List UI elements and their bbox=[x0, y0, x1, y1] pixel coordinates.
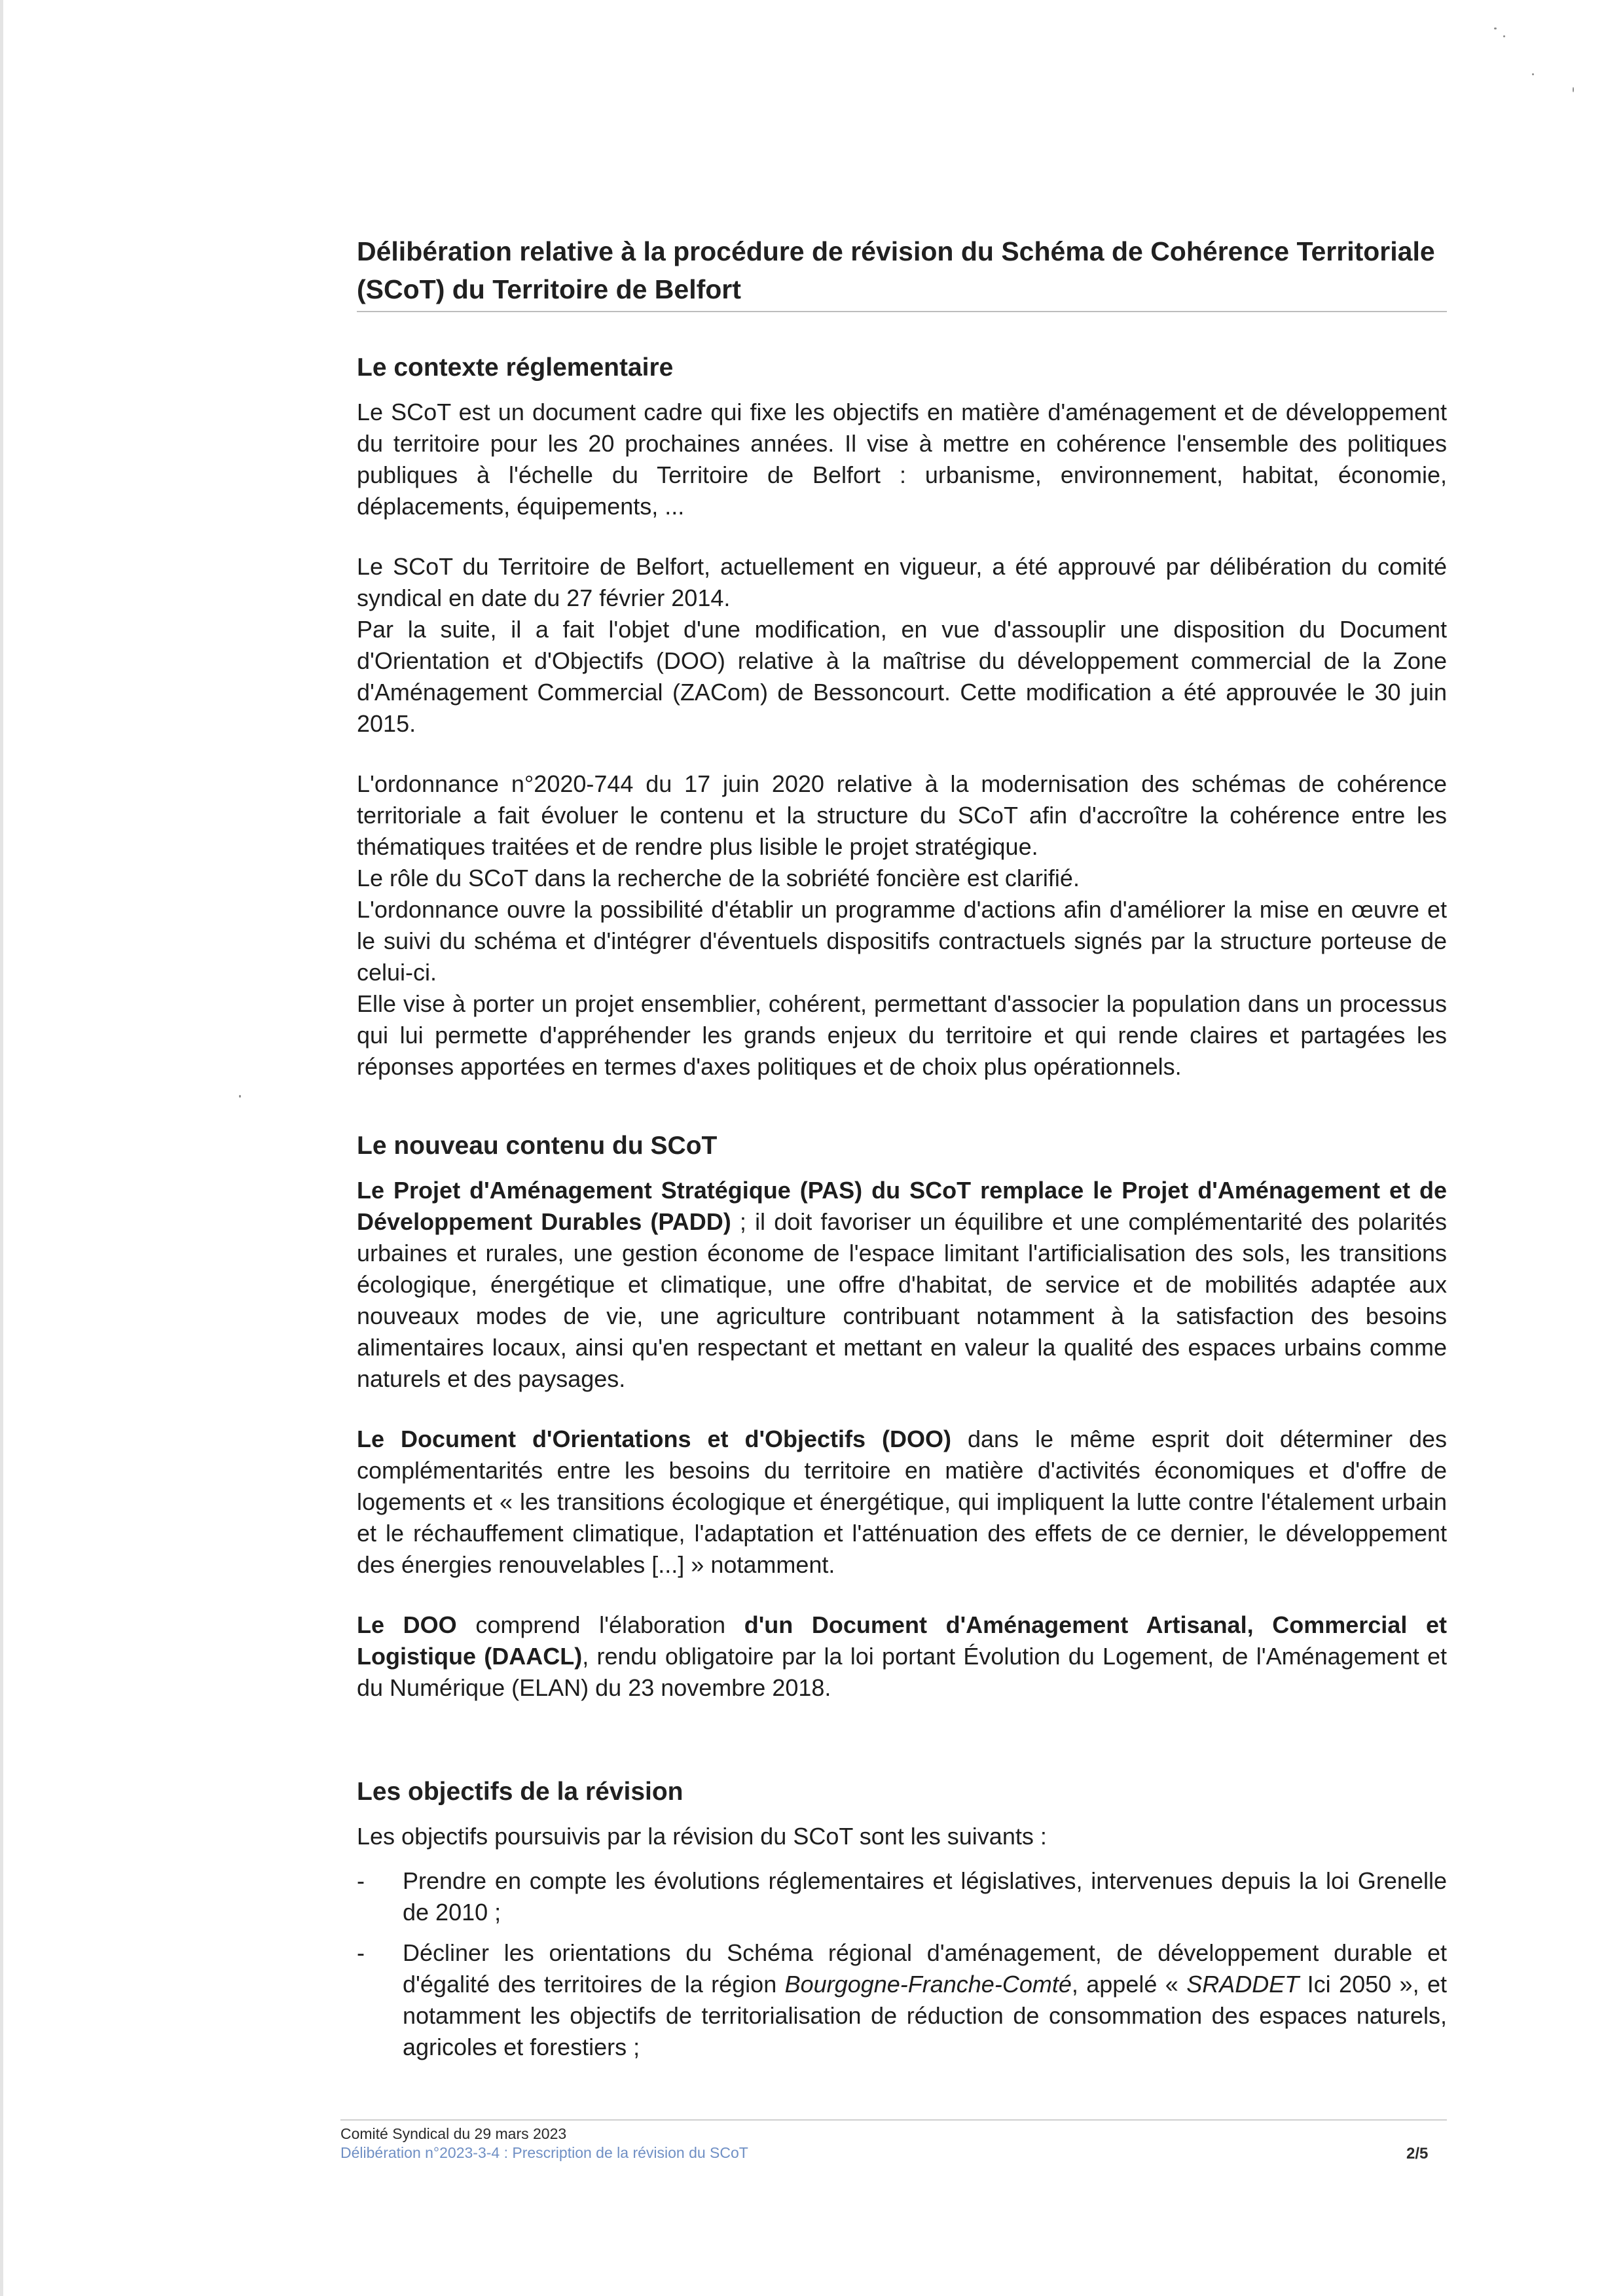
pas-text: ; il doit favoriser un équilibre et une complémentarité des polarités urbaines et rurales, une gestion économe de l'espace limitant l'artificialisation des sols, les transitions écologique, énergétique et climatique, une offre d'habitat, de service et de mobilités adaptée aux nouveaux modes de vie, une agriculture contribuant notamment à la satisfaction des besoins alimentaires locaux, ainsi qu'en respectant et mettant en valeur la qualité des espaces urbains comme naturels et des paysages. bbox=[357, 1208, 1447, 1392]
daacl-highlight-1: Le DOO bbox=[357, 1611, 457, 1638]
footer-committee: Comité Syndical du 29 mars 2023 bbox=[340, 2125, 567, 2142]
paragraph: L'ordonnance ouvre la possibilité d'établir un programme d'actions afin d'améliorer la mise en œuvre et le suivi du schéma et d'intégrer d'éventuels dispositifs contractuels signés par la structure porteuse de celui-ci. bbox=[357, 896, 1447, 986]
doo-text: dans le même esprit doit déterminer des complémentarités entre les besoins du territoire en matière d'activités économiques et d'offre de logements et « les transitions écologique et énergétique, qui impliquent la lutte contre l'étalement urbain et le réchauffement climatique, l'adaptation et l'atténuation des effets de ce dernier, le développement des énergies renouvelables [...] » notamment. bbox=[357, 1426, 1447, 1578]
scan-speck bbox=[1494, 27, 1497, 29]
list-item-text: , appelé « bbox=[1071, 1971, 1187, 1998]
list-item-text: Prendre en compte les évolutions réglementaires et législatives, intervenues depuis la loi Grenelle de 2010 ; bbox=[403, 1867, 1447, 1926]
page-number: 2/5 bbox=[1406, 2145, 1429, 2162]
doo-highlight: Le Document d'Orientations et d'Objectifs (DOO) bbox=[357, 1426, 951, 1452]
section-heading: Le contexte réglementaire bbox=[357, 353, 674, 382]
title-underline bbox=[357, 311, 1447, 312]
paragraph: Le SCoT du Territoire de Belfort, actuellement en vigueur, a été approuvé par délibération du comité syndical en date du 27 février 2014. bbox=[357, 553, 1447, 611]
document-title: Délibération relative à la procédure de révision du Schéma de Cohérence Territoriale (SCoT) du Territoire de Belfort bbox=[357, 236, 1435, 304]
paragraph: Elle vise à porter un projet ensemblier, cohérent, permettant d'associer la population dans un processus qui lui permette d'appréhender les grands enjeux du territoire et qui rende claires et partagées les réponses apportées en termes d'axes politiques et de choix plus opérationnels. bbox=[357, 990, 1447, 1080]
section-regulatory-context bbox=[357, 351, 1447, 1083]
section-revision-objectives bbox=[357, 1775, 1447, 2072]
paragraph: Le SCoT est un document cadre qui fixe les objectifs en matière d'aménagement et de développement du territoire pour les 20 prochaines années. Il vise à mettre en cohérence l'ensemble des politiques publiques à l'échelle du Territoire de Belfort : urbanisme, environnement, habitat, économie, déplacements, équipements, ... bbox=[357, 399, 1447, 520]
paragraph: L'ordonnance n°2020-744 du 17 juin 2020 relative à la modernisation des schémas de cohérence territoriale a fait évoluer le contenu et la structure du SCoT afin d'accroître la cohérence entre les thématiques traitées et de rendre plus lisible le projet stratégique. bbox=[357, 770, 1447, 860]
dash-bullet: - bbox=[357, 1939, 365, 1966]
scan-edge bbox=[0, 0, 3, 2296]
paragraph-pas bbox=[357, 1175, 1447, 1395]
list-item bbox=[357, 1937, 1447, 2063]
daacl-text-1: comprend l'élaboration bbox=[456, 1611, 744, 1638]
list-item bbox=[357, 1865, 1447, 1928]
section-heading: Le nouveau contenu du SCoT bbox=[357, 1132, 718, 1160]
paragraph-doo bbox=[357, 1424, 1447, 1581]
scan-speck bbox=[1532, 73, 1534, 75]
pas-highlight: Le Projet d'Aménagement Stratégique (PAS) du SCoT remplace le Projet d'Aménagement et de Développement Durables (PADD) bbox=[357, 1177, 1447, 1235]
objectives-list bbox=[357, 1865, 1447, 2063]
sraddet-name: SRADDET bbox=[1186, 1971, 1300, 1998]
dash-bullet: - bbox=[357, 1867, 365, 1894]
paragraph: Le rôle du SCoT dans la recherche de la sobriété foncière est clarifié. bbox=[357, 865, 1080, 891]
footer-deliberation: Délibération n°2023-3-4 : Prescription de la révision du SCoT bbox=[340, 2144, 748, 2161]
section-new-content bbox=[357, 1129, 1447, 1704]
list-item-text: Ici 2050 », et notamment les objectifs de territorialisation de réduction de consommation des espaces naturels, agricoles et forestiers ; bbox=[403, 1971, 1448, 2060]
paragraph-daacl bbox=[357, 1609, 1447, 1704]
scan-speck bbox=[1573, 87, 1574, 92]
paragraph: Les objectifs poursuivis par la révision du SCoT sont les suivants : bbox=[357, 1823, 1047, 1850]
list-item-text: Décliner les orientations du Schéma régional d'aménagement, de développement durable et d'égalité des territoires de la région bbox=[403, 1939, 1447, 1998]
section-heading: Les objectifs de la révision bbox=[357, 1778, 684, 1806]
daacl-text-2: , rendu obligatoire par la loi portant Évolution du Logement, de l'Aménagement et du Numérique (ELAN) du 23 novembre 2018. bbox=[357, 1643, 1448, 1701]
daacl-highlight-2: d'un Document d'Aménagement Artisanal, Commercial et Logistique (DAACL) bbox=[357, 1611, 1447, 1670]
footer-rule bbox=[340, 2119, 1447, 2121]
paragraph: Par la suite, il a fait l'objet d'une modification, en vue d'assouplir une disposition du Document d'Orientation et d'Objectifs (DOO) relative à la maîtrise du développement commercial de la Zone d'Aménagement Commercial (ZACom) de Bessoncourt. Cette modification a été approuvée le 30 juin 2015. bbox=[357, 616, 1447, 737]
scan-speck bbox=[1503, 35, 1505, 37]
scan-speck bbox=[239, 1095, 241, 1098]
region-name: Bourgogne-Franche-Comté bbox=[784, 1971, 1072, 1998]
